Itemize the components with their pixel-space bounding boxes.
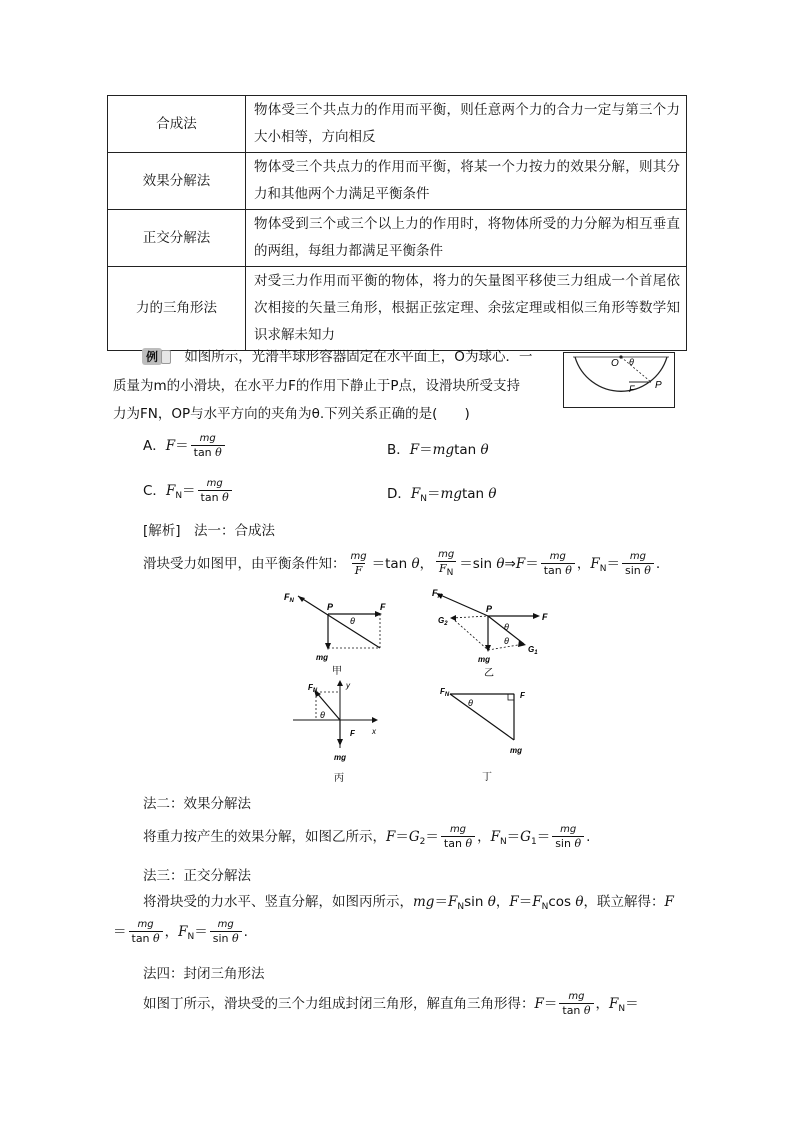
svg-text:FN: $F_N$: [284, 592, 294, 604]
method-name: 力的三角形法: [108, 267, 246, 351]
svg-text:θ: θ: [350, 616, 355, 626]
svg-text:P: P: [327, 602, 334, 612]
table-row: [108, 153, 687, 210]
svg-text:F: F: [520, 691, 525, 700]
option-b: B．F＝mgtan θ: [387, 442, 489, 458]
figure-jia: [280, 586, 400, 676]
caption-bing: 丙: [334, 773, 344, 784]
method-desc: 物体受三个共点力的作用而平衡，将某一个力按力的效果分解，则其分力和其他两个力满足平衡条件: [246, 153, 687, 210]
svg-text:G1: $G_1$: [528, 645, 538, 656]
figure-ding: [432, 680, 552, 788]
method2-title: 法二：效果分解法: [143, 796, 251, 812]
method-desc: 物体受到三个或三个以上力的作用时，将物体所受的力分解为相互垂直的两组，每组力都满足平衡条件: [246, 210, 687, 267]
svg-text:mg: mg: [334, 753, 346, 762]
option-d: D．$F_N=mgtan$ θ: [387, 486, 497, 504]
table-row: [108, 267, 687, 351]
caption-jia: 甲: [332, 666, 342, 676]
label-P: P: [655, 380, 662, 391]
svg-text:x: x: [372, 727, 376, 736]
svg-text:θ: θ: [320, 710, 325, 720]
caption-yi: 乙: [484, 668, 494, 678]
solution-line-1: 滑块受力如图甲，由平衡条件知： $\frac{mg}{F}$ ＝tan θ， $\frac{mg}{F_N}$ ＝sin θ⇒F＝ $\frac{mg}{\text{tan θ}}$ ，$F_N=$ $\frac{mg}{\text{sin θ}}$ .: [143, 549, 661, 578]
figure-yi: [428, 586, 558, 678]
method4-text: 如图丁所示，滑块受的三个力组成封闭三角形，解直角三角形得：F＝ $\frac{mg}{\text{tan θ}}$ ，$F_N=$: [143, 991, 639, 1017]
method-desc: 对受三力作用而平衡的物体，将力的矢量图平移使三力组成一个首尾依次相接的矢量三角形，根据正弦定理、余弦定理或相似三角形等数学知识求解未知力: [246, 267, 687, 351]
example-badge: 例: [142, 348, 162, 365]
label-theta: θ: [629, 357, 634, 367]
caption-ding: 丁: [482, 772, 492, 783]
svg-text:FN: $F_N$: [432, 588, 442, 600]
method-name: 效果分解法: [108, 153, 246, 210]
method-name: 正交分解法: [108, 210, 246, 267]
example-line-1: [142, 345, 532, 365]
analysis-heading: [解析] 法一：合成法: [143, 523, 276, 539]
svg-text:mg: mg: [478, 655, 490, 664]
method-desc: 物体受三个共点力的作用而平衡，则任意两个力的合力一定与第三个力大小相等，方向相反: [246, 96, 687, 153]
example-text-2: 质量为m的小滑块，在水平力F的作用下静止于P点，设滑块所受支持: [113, 378, 521, 394]
method3-text-2: ＝ $\frac{mg}{\text{tan θ}}$ ，$F_N=$ $\frac{mg}{\text{sin θ}}$ .: [113, 919, 248, 945]
example-text-1: 如图所示，光滑半球形容器固定在水平面上，O为球心．一: [184, 349, 533, 365]
svg-text:FN: $F_N$: [440, 687, 450, 698]
method3-title: 法三：正交分解法: [143, 868, 251, 884]
svg-text:mg: mg: [316, 653, 328, 662]
option-a: A．F＝ $\frac{mg}{\text{tan θ}}$: [143, 432, 227, 460]
svg-text:F: F: [350, 729, 355, 738]
table-row: [108, 210, 687, 267]
svg-text:FN: $F_N$: [308, 683, 318, 694]
option-c: C．$F_N=$ $\frac{mg}{\text{tan θ}}$: [143, 477, 234, 505]
label-F: F: [629, 384, 635, 394]
svg-text:θ: θ: [504, 622, 509, 632]
svg-text:θ: θ: [504, 636, 509, 646]
example-text-3: 力为FN，OP与水平方向的夹角为θ.下列关系正确的是( ): [113, 406, 470, 422]
method-name: 合成法: [108, 96, 246, 153]
svg-text:F: F: [542, 612, 548, 622]
label-O: O: [611, 358, 619, 369]
hemisphere-figure: [563, 352, 675, 408]
svg-text:mg: mg: [510, 746, 522, 755]
method3-text-1: 将滑块受的力水平、竖直分解，如图丙所示，$mg=F_N\sin$ θ，$F=F_N\cos$ θ，联立解得：F: [143, 894, 674, 912]
table-row: [108, 96, 687, 153]
svg-text:P: P: [486, 604, 493, 614]
svg-text:F: F: [380, 602, 386, 612]
svg-text:y: y: [346, 681, 350, 690]
methods-table: [107, 95, 687, 351]
figure-bing: [288, 678, 388, 786]
svg-text:θ: θ: [468, 698, 473, 708]
method4-title: 法四：封闭三角形法: [143, 966, 265, 982]
svg-text:G2: $G_2$: [438, 616, 448, 627]
method2-text: 将重力按产生的效果分解，如图乙所示，$F=G_2=$ $\frac{mg}{\text{tan θ}}$ ，$F_N=G_1=$ $\frac{mg}{\text{sin θ}}$ .: [143, 824, 591, 850]
